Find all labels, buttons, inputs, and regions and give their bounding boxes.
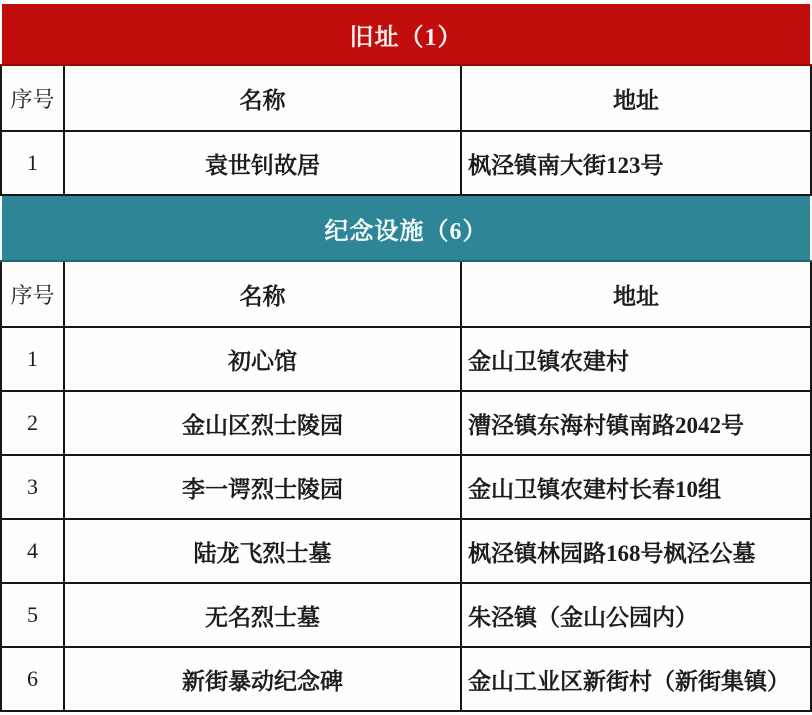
sites-table xyxy=(0,2,812,712)
section-band-old-sites xyxy=(1,3,811,65)
site-address: 金山卫镇农建村 xyxy=(461,327,811,391)
site-address: 金山工业区新街村（新街集镇） xyxy=(461,647,811,711)
table-row xyxy=(1,327,811,391)
section-band-label: 旧址（1） xyxy=(1,3,811,65)
table-row xyxy=(1,519,811,583)
table-row xyxy=(1,131,811,195)
row-number: 1 xyxy=(1,327,64,391)
column-header-name: 名称 xyxy=(64,65,461,131)
column-header-no: 序号 xyxy=(1,65,64,131)
row-number: 6 xyxy=(1,647,64,711)
row-number: 1 xyxy=(1,131,64,195)
row-number: 4 xyxy=(1,519,64,583)
site-name: 金山区烈士陵园 xyxy=(64,391,461,455)
table-row xyxy=(1,391,811,455)
site-address: 枫泾镇南大街123号 xyxy=(461,131,811,195)
site-name: 陆龙飞烈士墓 xyxy=(64,519,461,583)
section-band-memorial-facilities xyxy=(1,195,811,261)
column-header-name: 名称 xyxy=(64,261,461,327)
table-row xyxy=(1,583,811,647)
site-address: 朱泾镇（金山公园内） xyxy=(461,583,811,647)
column-header-row xyxy=(1,65,811,131)
table-row xyxy=(1,455,811,519)
row-number: 3 xyxy=(1,455,64,519)
column-header-no: 序号 xyxy=(1,261,64,327)
table-row xyxy=(1,647,811,711)
column-header-address: 地址 xyxy=(461,65,811,131)
column-header-row xyxy=(1,261,811,327)
site-address: 金山卫镇农建村长春10组 xyxy=(461,455,811,519)
site-address: 枫泾镇林园路168号枫泾公墓 xyxy=(461,519,811,583)
section-band-label: 纪念设施（6） xyxy=(1,195,811,261)
row-number: 2 xyxy=(1,391,64,455)
site-address: 漕泾镇东海村镇南路2042号 xyxy=(461,391,811,455)
site-name: 无名烈士墓 xyxy=(64,583,461,647)
site-name: 李一谔烈士陵园 xyxy=(64,455,461,519)
site-name: 新街暴动纪念碑 xyxy=(64,647,461,711)
column-header-address: 地址 xyxy=(461,261,811,327)
row-number: 5 xyxy=(1,583,64,647)
site-name: 初心馆 xyxy=(64,327,461,391)
site-name: 袁世钊故居 xyxy=(64,131,461,195)
